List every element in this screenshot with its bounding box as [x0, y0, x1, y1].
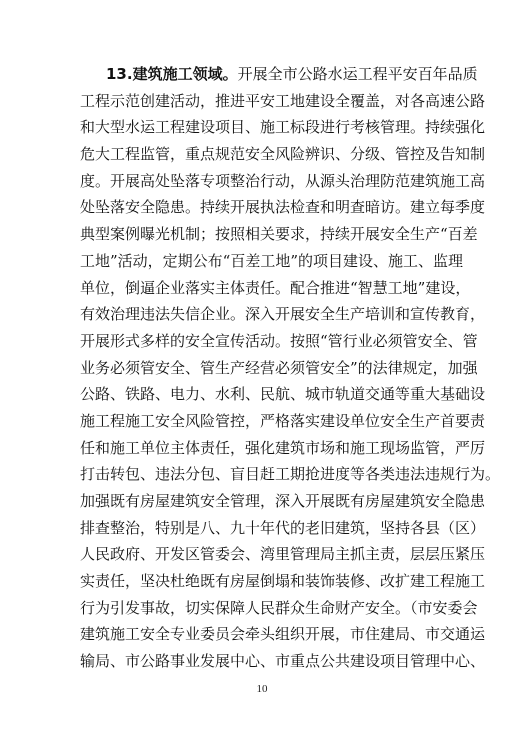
paragraph-line: 任和施工单位主体责任，强化建筑市场和施工现场监管，严厉	[80, 438, 486, 457]
paragraph-line: 加强既有房屋建筑安全管理，深入开展既有房屋建筑安全隐患	[80, 492, 486, 510]
paragraph-line: 处坠落安全隐患。持续开展执法检查和明查暗访。建立每季度	[80, 198, 486, 217]
section-heading: 13.建筑施工领域。	[106, 65, 238, 83]
section-body	[80, 61, 501, 675]
paragraph-line: 典型案例曝光机制；按照相关要求，持续开展安全生产“百差	[80, 225, 478, 244]
paragraph-line: 和大型水运工程建设项目、施工标段进行考核管理。持续强化	[80, 118, 486, 137]
paragraph-line: 有效治理违法失信企业。深入开展安全生产培训和宣传教育，	[80, 305, 486, 324]
paragraph-line: 危大工程监管，重点规范安全风险辨识、分级、管控及告知制	[80, 145, 486, 164]
paragraph-line: 度。开展高处坠落专项整治行动，从源头治理防范建筑施工高	[80, 171, 486, 190]
first-line	[80, 61, 478, 88]
paragraph-line: 单位，倒逼企业落实主体责任。配合推进“智慧工地”建设，	[80, 278, 471, 297]
paragraph-line: 施工程施工安全风险管控，严格落实建设单位安全生产首要责	[80, 411, 486, 430]
paragraph-line: 开展形式多样的安全宣传活动。按照“管行业必须管安全、管	[80, 331, 478, 350]
first-line-text: 开展全市公路水运工程平安百年品质	[237, 65, 478, 83]
paragraph-line: 工程示范创建活动，推进平安工地建设全覆盖，对各高速公路	[80, 91, 486, 110]
paragraph-line: 打击转包、违法分包、盲目赶工期抢进度等各类违法违规行为。	[80, 465, 501, 484]
paragraph-line: 行为引发事故，切实保障人民群众生命财产安全。（市安委会	[80, 598, 478, 617]
paragraph-line: 排查整治，特别是八、九十年代的老旧建筑，坚持各县（区）	[80, 518, 486, 537]
paragraph-line: 人民政府、开发区管委会、湾里管理局主抓主责，层层压紧压	[80, 545, 486, 564]
paragraph-line: 业务必须管安全、管生产经营必须管安全”的法律规定，加强	[80, 358, 478, 377]
paragraph-line: 实责任，坚决杜绝既有房屋倒塌和装饰装修、改扩建工程施工	[80, 572, 486, 591]
paragraph-line: 工地”活动，定期公布“百差工地”的项目建设、施工、监理	[80, 251, 464, 270]
paragraph-line: 输局、市公路事业发展中心、市重点公共建设项目管理中心、	[80, 652, 486, 671]
page-number: 10	[256, 683, 268, 695]
paragraph-line: 公路、铁路、电力、水利、民航、城市轨道交通等重大基础设	[80, 385, 486, 404]
paragraph-line: 建筑施工安全专业委员会牵头组织开展，市住建局、市交通运	[80, 625, 486, 644]
